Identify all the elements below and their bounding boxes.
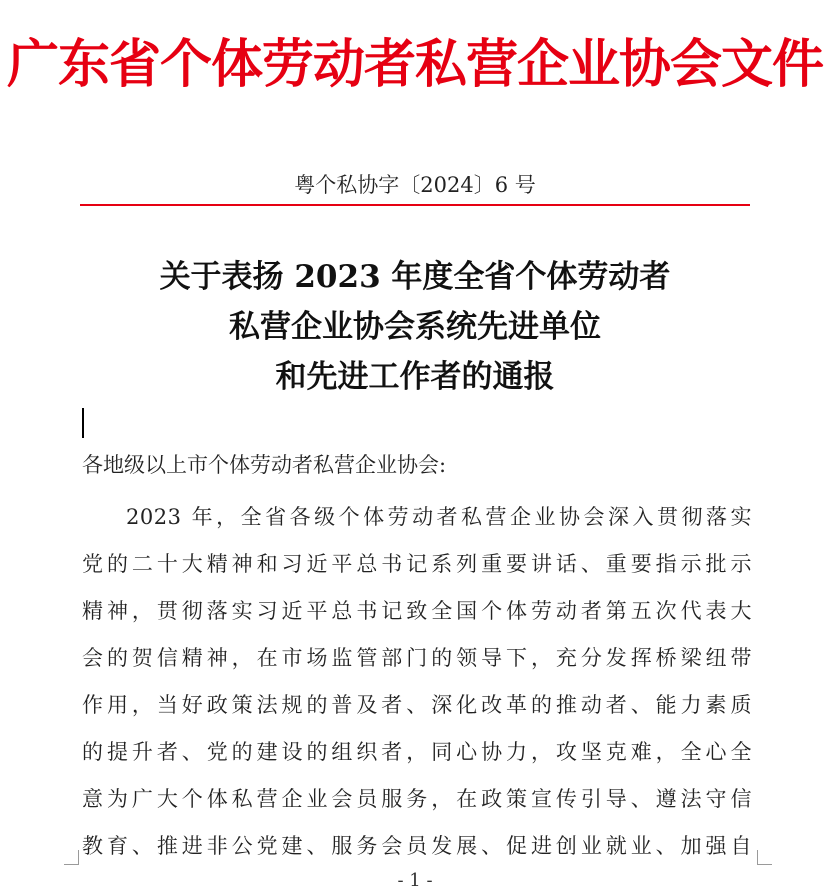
body-line: 2023 年，全省各级个体劳动者私营企业协会深入贯彻落实 (126, 505, 752, 529)
body-line: 教育、推进非公党建、服务会员发展、促进创业就业、加强自 (82, 834, 752, 858)
body-line: 精神，贯彻落实习近平总书记致全国个体劳动者第五次代表大 (82, 599, 752, 623)
page-corner-mark-left (64, 850, 79, 865)
document-number: 粤个私协字〔2024〕6 号 (294, 173, 536, 197)
notice-title (0, 252, 830, 402)
body-line: 作用，当好政策法规的普及者、深化改革的推动者、能力素质 (82, 693, 752, 717)
red-header-title: 广东省个体劳动者私营企业协会文件 (6, 34, 823, 95)
page-corner-mark-right (757, 850, 772, 865)
body-line: 党的二十大精神和习近平总书记系列重要讲话、重要指示批示 (82, 552, 752, 576)
notice-title-line: 关于表扬 2023 年度全省个体劳动者 (159, 259, 671, 295)
notice-title-line: 和先进工作者的通报 (275, 359, 555, 395)
notice-title-line: 私营企业协会系统先进单位 (229, 309, 601, 345)
body-line: 意为广大个体私营企业会员服务，在政策宣传引导、遵法守信 (82, 787, 752, 811)
red-divider-line (80, 204, 750, 206)
body-line: 的提升者、党的建设的组织者，同心协力，攻坚克难，全心全 (82, 740, 752, 764)
text-cursor[interactable] (82, 408, 84, 438)
salutation: 各地级以上市个体劳动者私营企业协会: (82, 453, 447, 477)
body-paragraph[interactable] (82, 494, 752, 870)
body-line: 会的贺信精神，在市场监管部门的领导下，充分发挥桥梁纽带 (82, 646, 752, 670)
page-number: - 1 - (397, 870, 433, 891)
